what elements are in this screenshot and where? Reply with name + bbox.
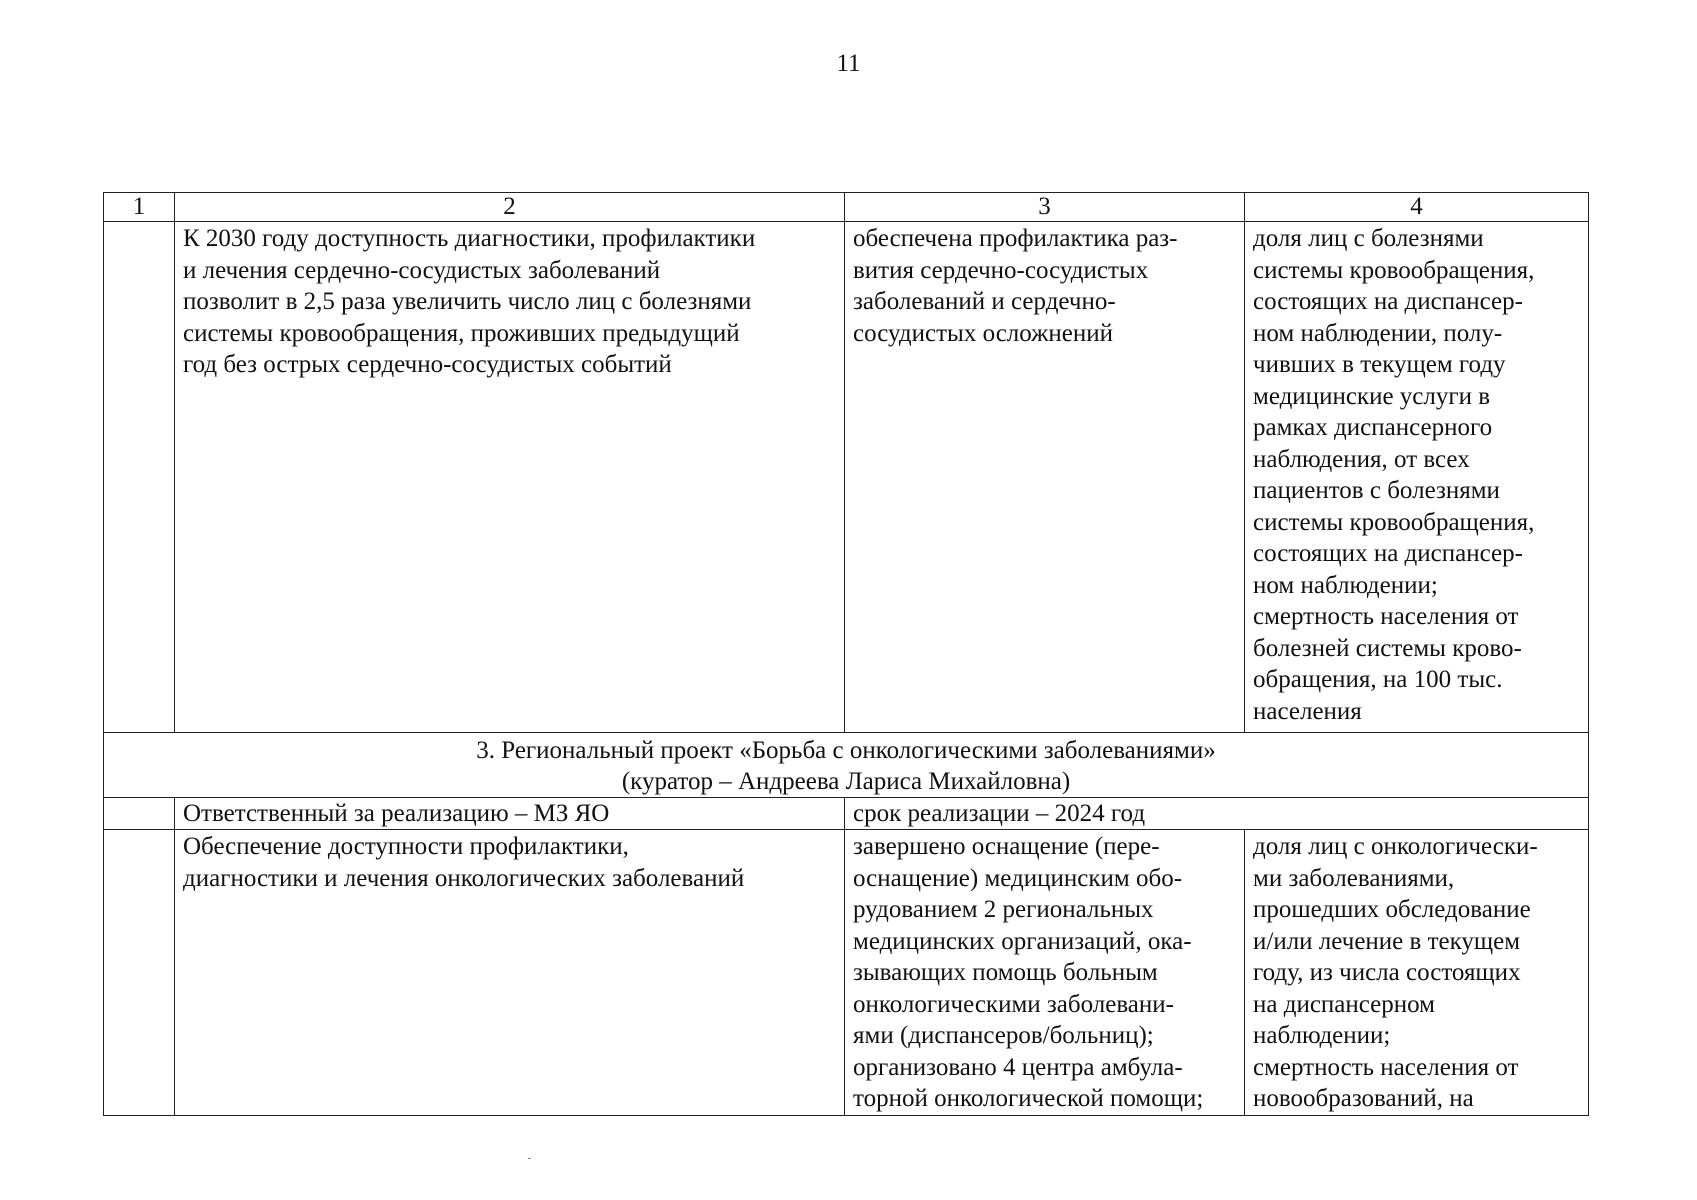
table-header-row (104, 193, 1589, 222)
header-col-4: 4 (1245, 193, 1589, 222)
row1-goal: К 2030 году доступность диагностики, профилактики и лечения сердечно-сосудистых заболеваний позволит в 2,5 раза увеличить число лиц с болезнями системы кровообращения, проживших предыдущий год без острых сердечно-сосудистых событий (175, 222, 845, 733)
row2-goal: Обеспечение доступности профилактики, диагностики и лечения онкологических заболеваний (175, 830, 845, 1116)
table-row (104, 830, 1589, 1116)
document-table (103, 192, 1589, 1116)
page-number: 11 (836, 50, 861, 77)
section-heading-row (104, 733, 1589, 798)
row2-col1 (104, 830, 175, 1116)
info-col1 (104, 798, 175, 830)
row1-indicator: доля лиц с болезнями системы кровообращения, состоящих на диспансер- ном наблюдении, полу- чивших в текущем году медицинские услуги в рамках диспансерного наблюдения, от всех пациентов с болезнями системы кровообращения, состоящих на диспансер- ном наблюдении; смертность населения от болезней системы крово- обращения, на 100 тыс. населения (1245, 222, 1589, 733)
term-text: срок реализации – 2024 год (845, 798, 1589, 830)
table-row (104, 222, 1589, 733)
responsible-text: Ответственный за реализацию – МЗ ЯО (175, 798, 845, 830)
row2-indicator: доля лиц с онкологически- ми заболеваниями, прошедших обследование и/или лечение в текущем году, из числа состоящих на диспансерном наблюдении; смертность населения от новообразований, на (1245, 830, 1589, 1116)
section-curator: (куратор – Андреева Лариса Михайловна) (621, 768, 1071, 795)
row1-result: обеспечена профилактика раз- вития сердечно-сосудистых заболеваний и сердечно- сосудистых осложнений (845, 222, 1245, 733)
section-title: 3. Региональный проект «Борьба с онкологическими заболеваниями» (476, 737, 1216, 764)
scan-dot (528, 1158, 531, 1159)
responsible-row (104, 798, 1589, 830)
header-col-3: 3 (845, 193, 1245, 222)
row2-result: завершено оснащение (пере- оснащение) медицинским обо- рудованием 2 региональных медицинских организаций, ока- зывающих помощь больным онкологическими заболевани- ями (диспансеров/больниц); организовано 4 центра амбула- торной онкологической помощи; (845, 830, 1245, 1116)
row1-col1 (104, 222, 175, 733)
section-heading (104, 733, 1589, 798)
header-col-2: 2 (175, 193, 845, 222)
header-col-1: 1 (104, 193, 175, 222)
